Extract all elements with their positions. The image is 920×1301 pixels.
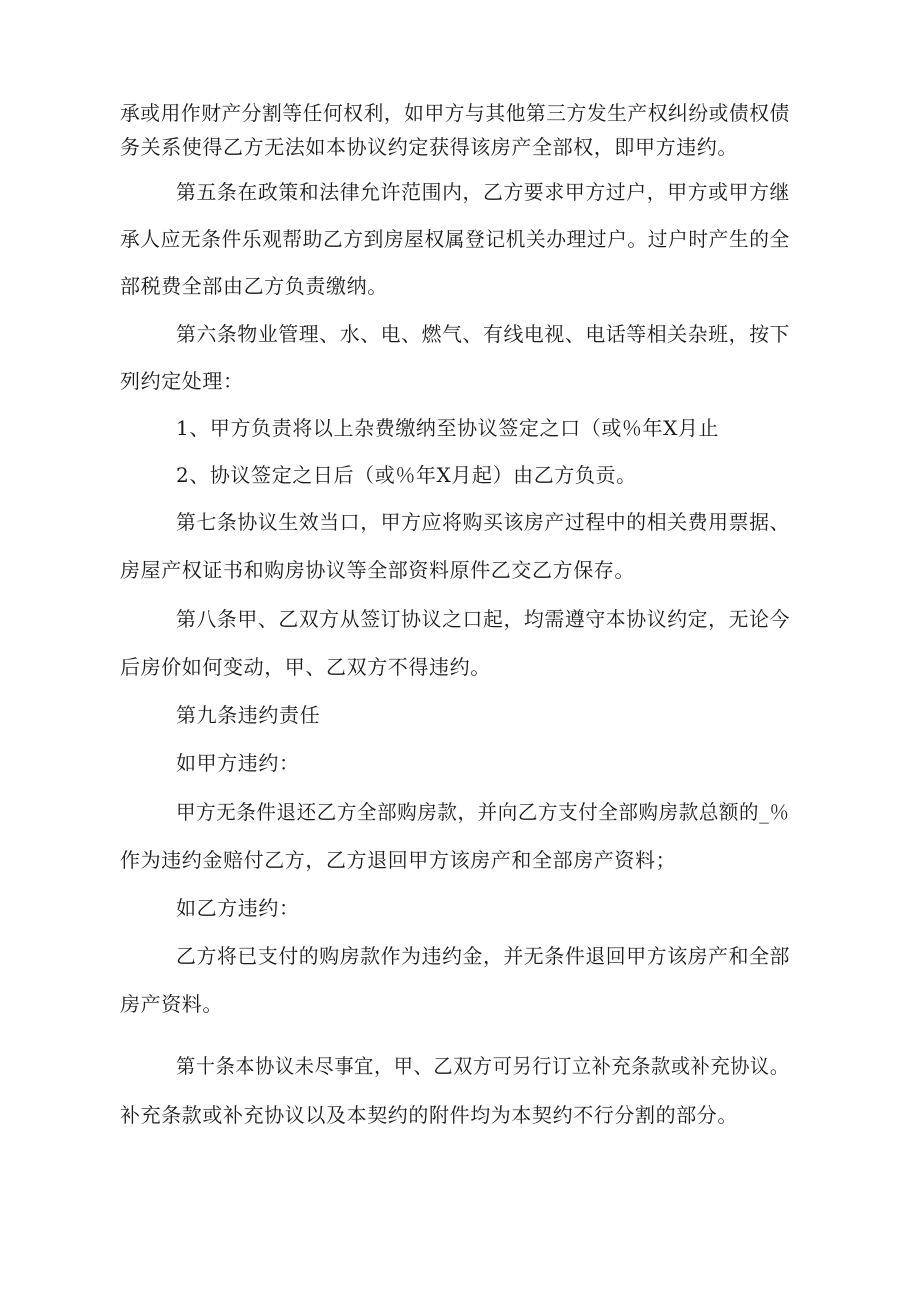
text-line-17: 作为违约金赔付乙方，乙方退回甲方该房产和全部房产资料； <box>120 848 677 872</box>
text-line-6: 第六条物业管理、水、电、燃气、有线电视、电话等相关杂班，按下 <box>176 322 790 346</box>
text-line-1: 承或用作财产分割等任何权利，如甲方与其他第三方发生产权纠纷或债权债 <box>120 101 790 125</box>
text-line-11: 房屋产权证书和购房协议等全部资料原件乙交乙方保存。 <box>120 558 635 582</box>
text-line-22: 补充条款或补充协议以及本契约的附件均为本契约不行分割的部分。 <box>120 1103 738 1127</box>
text-line-4: 承人应无条件乐观帮助乙方到房屋权属登记机关办理过户。过户时产生的全 <box>120 227 790 251</box>
text-line-16: 甲方无条件退还乙方全部购房款，并向乙方支付全部购房款总额的_％ <box>176 800 790 824</box>
text-line-5: 部税费全部由乙方负责缴纳。 <box>120 274 388 298</box>
text-line-12: 第八条甲、乙双方从签订协议之口起，均需遵守本协议约定，无论今 <box>176 607 790 631</box>
list-item-2: 2、协议签定之日后（或％年X月起）由乙方负贡。 <box>176 463 637 487</box>
text-line-20: 房产资料。 <box>120 992 223 1016</box>
section-heading-article-9: 第九条违约责任 <box>176 703 321 727</box>
text-line-13: 后房价如何变动，甲、乙双方不得违约。 <box>120 655 491 679</box>
text-line-10: 第七条协议生效当口，甲方应将购买该房产过程中的相关费用票据、 <box>176 510 790 534</box>
list-item-1: 1、甲方负责将以上杂费缴纳至协议签定之口（或％年X月止 <box>176 416 720 440</box>
text-line-15: 如甲方违约： <box>176 751 300 775</box>
text-line-2: 务关系使得乙方无法如本协议约定获得该房产全部权，即甲方违约。 <box>120 135 738 159</box>
text-line-18: 如乙方违约： <box>176 896 300 920</box>
text-line-3: 第五条在政策和法律允许范围内，乙方要求甲方过户，甲方或甲方继 <box>176 180 790 204</box>
text-line-19: 乙方将已支付的购房款作为违约金，并无条件退回甲方该房产和全部 <box>176 944 790 968</box>
text-line-7: 列约定处理： <box>120 369 244 393</box>
text-line-21: 第十条本协议未尽事宜，甲、乙双方可另行订立补充条款或补充协议。 <box>176 1054 790 1078</box>
